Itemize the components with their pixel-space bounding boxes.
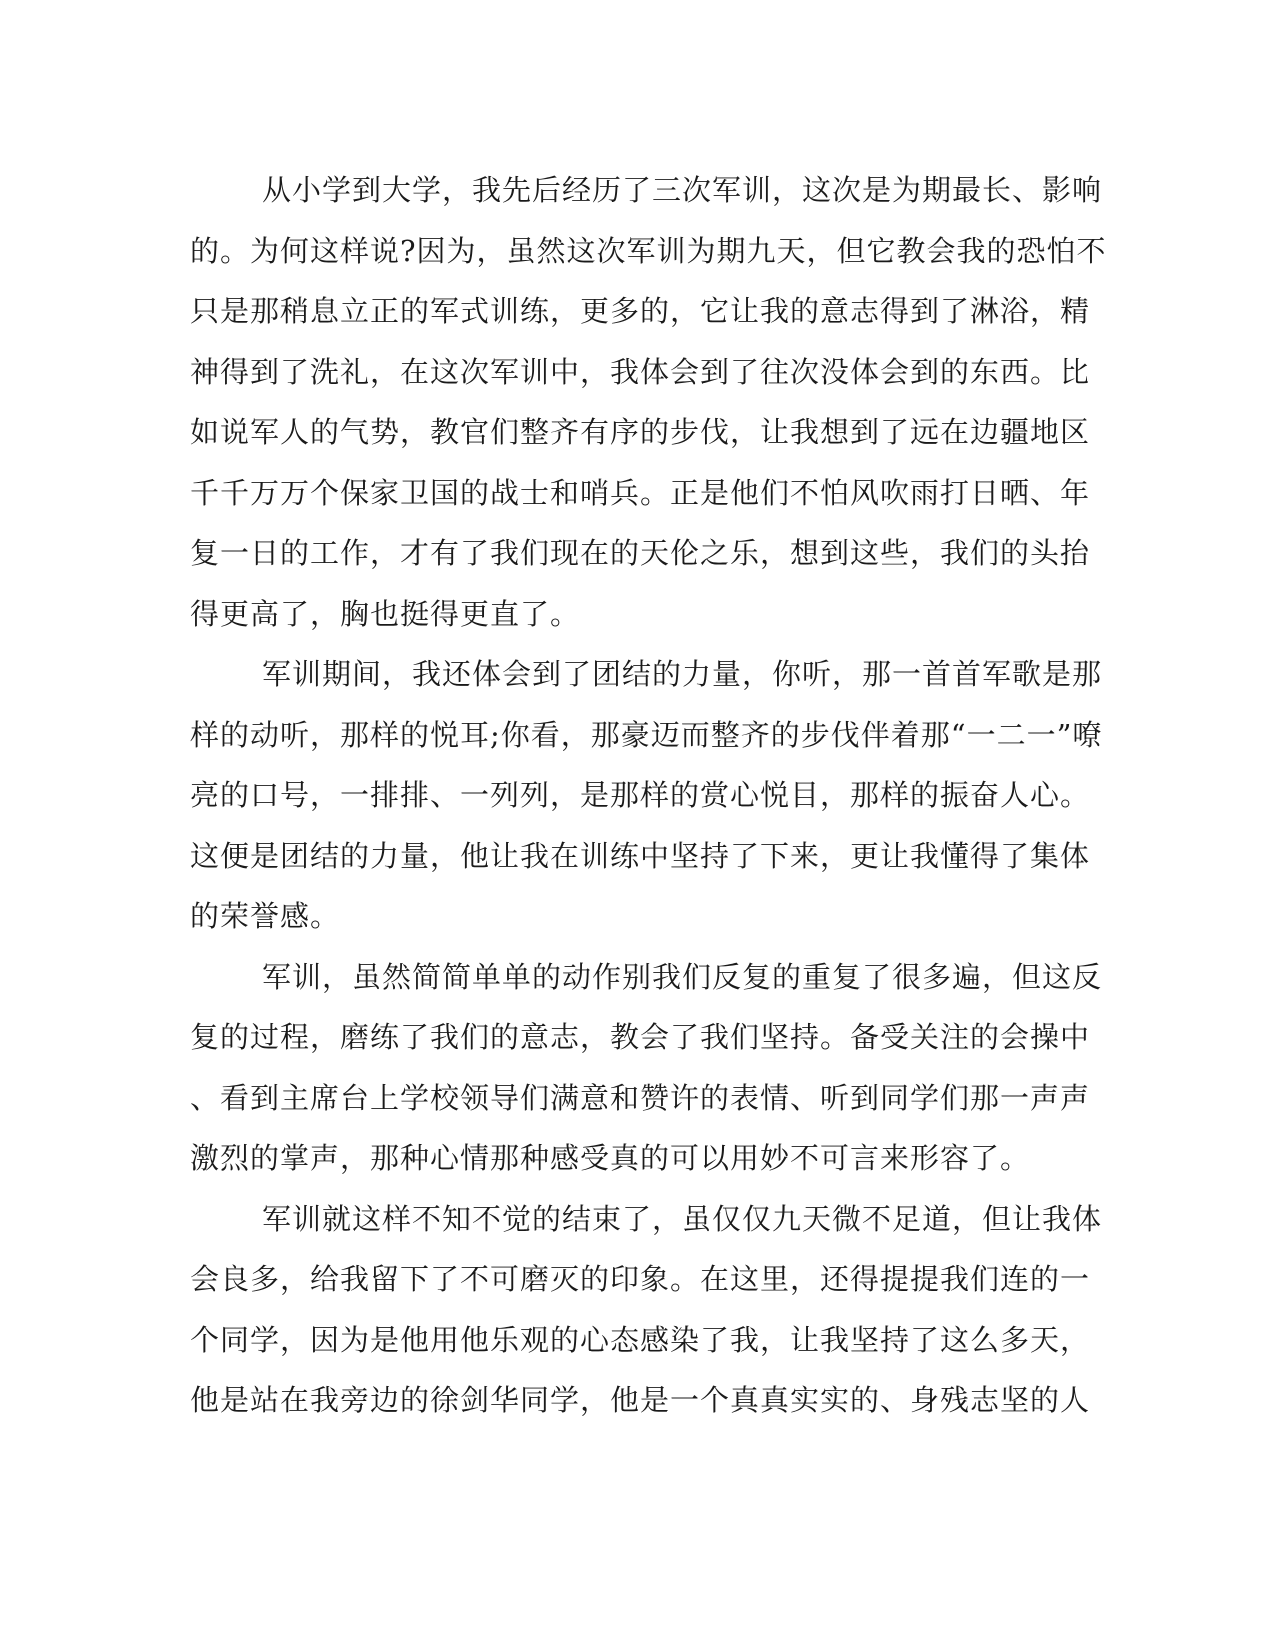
paragraph-line: 的荣誉感。 bbox=[190, 899, 341, 933]
paragraph-line: 军训期间，我还体会到了团结的力量，你听，那一首首军歌是那 bbox=[262, 657, 1103, 691]
paragraph-line: 复的过程，磨练了我们的意志，教会了我们坚持。备受关注的会操中 bbox=[190, 1020, 1091, 1054]
paragraph-line: 军训就这样不知不觉的结束了，虽仅仅九天微不足道，但让我体 bbox=[262, 1201, 1103, 1236]
document-body bbox=[190, 160, 1107, 1431]
paragraph-line: 得更高了，胸也挺得更直了。 bbox=[190, 596, 581, 631]
paragraph-4 bbox=[190, 1189, 1103, 1431]
paragraph-line: 神得到了洗礼，在这次军训中，我体会到了往次没体会到的东西。比 bbox=[190, 354, 1091, 389]
paragraph-line: 从小学到大学，我先后经历了三次军训，这次是为期最长、影响 bbox=[262, 173, 1103, 207]
paragraph-line: 军训，虽然简简单单的动作别我们反复的重复了很多遍，但这反 bbox=[262, 959, 1103, 994]
paragraph-line: 会良多，给我留下了不可磨灭的印象。在这里，还得提提我们连的一 bbox=[190, 1262, 1091, 1296]
paragraph-1 bbox=[190, 160, 1107, 644]
paragraph-line: 个同学，因为是他用他乐观的心态感染了我，让我坚持了这么多天， bbox=[190, 1322, 1091, 1357]
paragraph-3 bbox=[190, 947, 1103, 1189]
paragraph-line: 只是那稍息立正的军式训练，更多的，它让我的意志得到了淋浴，精 bbox=[190, 294, 1091, 328]
paragraph-line: 复一日的工作，才有了我们现在的天伦之乐，想到这些，我们的头抬 bbox=[190, 536, 1091, 570]
paragraph-line: 亮的口号，一排排、一列列，是那样的赏心悦目，那样的振奋人心。 bbox=[190, 778, 1091, 812]
paragraph-line: 他是站在我旁边的徐剑华同学，他是一个真真实实的、身残志坚的人 bbox=[190, 1383, 1091, 1417]
paragraph-line: 如说军人的气势，教官们整齐有序的步伐，让我想到了远在边疆地区 bbox=[190, 415, 1091, 449]
paragraph-line: 激烈的掌声，那种心情那种感受真的可以用妙不可言来形容了。 bbox=[190, 1141, 1031, 1175]
paragraph-line: 样的动听，那样的悦耳;你看，那豪迈而整齐的步伐伴着那“一二一”嘹 bbox=[190, 717, 1103, 752]
paragraph-line: 这便是团结的力量，他让我在训练中坚持了下来，更让我懂得了集体 bbox=[190, 838, 1091, 873]
paragraph-line: 千千万万个保家卫国的战士和哨兵。正是他们不怕风吹雨打日晒、年 bbox=[190, 475, 1091, 510]
paragraph-line: 的。为何这样说?因为，虽然这次军训为期九天，但它教会我的恐怕不 bbox=[190, 233, 1107, 268]
paragraph-line: 、看到主席台上学校领导们满意和赞许的表情、听到同学们那一声声 bbox=[190, 1080, 1091, 1115]
paragraph-2 bbox=[190, 644, 1103, 947]
